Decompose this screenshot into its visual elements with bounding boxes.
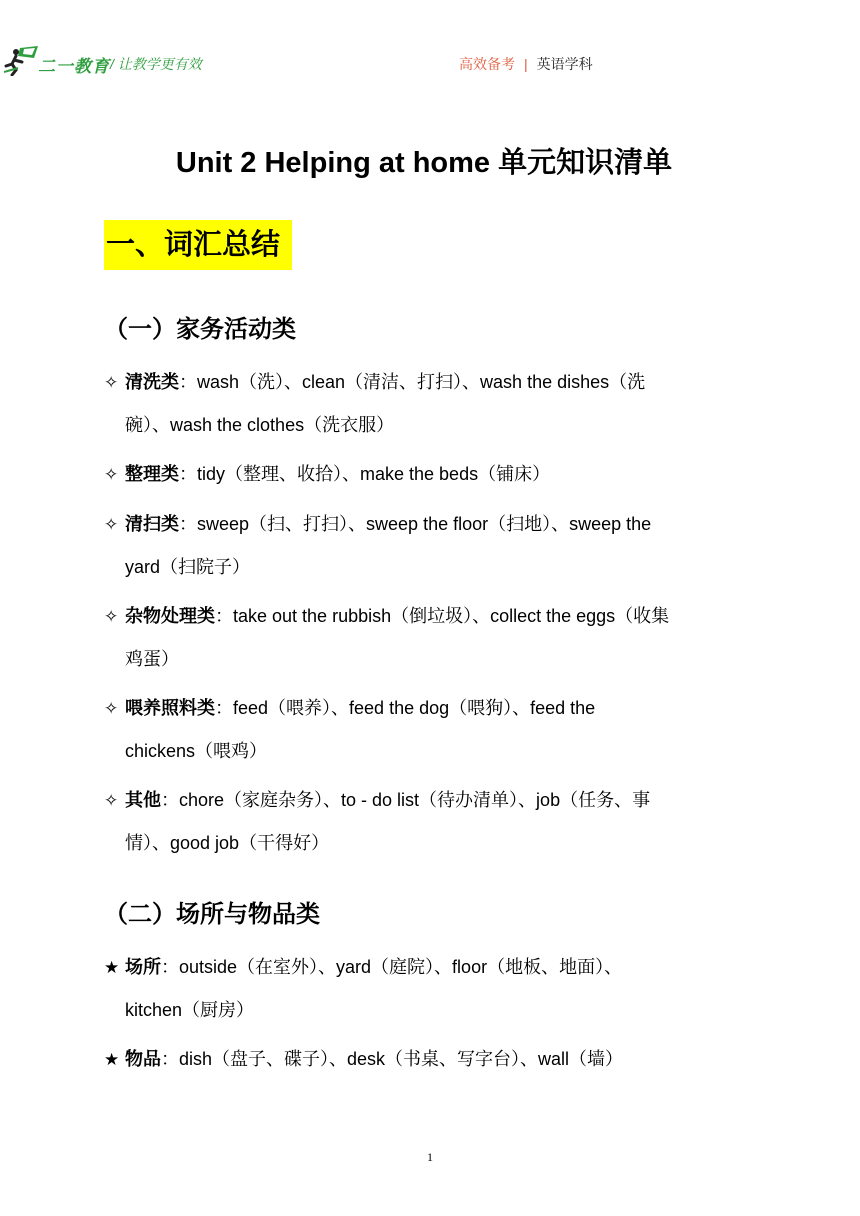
item-label: 场所 [125, 957, 161, 977]
header-divider: | [524, 56, 528, 72]
item-text-continued: chickens（喂鸡） [125, 741, 268, 761]
diamond-star-icon: ✧ [104, 373, 119, 392]
diamond-star-icon: ✧ [104, 791, 119, 810]
page-header [0, 38, 860, 88]
running-man-logo-icon [4, 46, 40, 76]
list-item [104, 779, 764, 864]
star-icon: ★ [104, 1050, 120, 1069]
diamond-star-icon: ✧ [104, 465, 119, 484]
item-label: 杂物处理类 [125, 606, 215, 626]
item-text: ：chore（家庭杂务）、to - do list（待办清单）、job（任务、事 [161, 790, 651, 810]
page-title: Unit 2 Helping at home 单元知识清单 [175, 147, 673, 179]
item-text-continued: 情）、good job（干得好） [125, 833, 330, 853]
brand-name: 二一教育 [38, 57, 110, 76]
item-label: 清扫类 [125, 514, 179, 534]
list-item [104, 687, 764, 772]
item-text-continued: 鸡蛋） [125, 649, 179, 669]
brand-slogan: / 让教学更有效 [110, 56, 202, 72]
list-item [104, 1038, 764, 1081]
item-text-continued: yard（扫院子） [125, 557, 251, 577]
item-line [104, 1038, 764, 1081]
list-item [104, 946, 764, 1031]
item-label: 清洗类 [125, 372, 179, 392]
item-line [104, 453, 764, 496]
item-text-continued: kitchen（厨房） [125, 1000, 255, 1020]
item-text: ：outside（在室外）、yard（庭院）、floor（地板、地面）、 [161, 957, 623, 977]
subheading-places-items: （二）场所与物品类 [104, 901, 320, 928]
item-line [104, 361, 764, 404]
item-text: ：dish（盘子、碟子）、desk（书桌、写字台）、wall（墙） [161, 1049, 624, 1069]
item-label: 喂养照料类 [125, 698, 215, 718]
item-text: ：tidy（整理、收拾）、make the beds（铺床） [179, 464, 551, 484]
item-label: 物品 [125, 1049, 161, 1069]
item-line [104, 595, 764, 638]
star-icon: ★ [104, 958, 120, 977]
list-item [104, 503, 764, 588]
item-label: 整理类 [125, 464, 179, 484]
item-label: 其他 [125, 790, 161, 810]
exam-tag: 高效备考 [459, 56, 515, 72]
item-line [104, 779, 764, 822]
diamond-star-icon: ✧ [104, 699, 119, 718]
item-text-continued: 碗）、wash the clothes（洗衣服） [125, 415, 395, 435]
item-line [104, 946, 764, 989]
item-text: ：feed（喂养）、feed the dog（喂狗）、feed the [215, 698, 596, 718]
subject-tag: 英语学科 [536, 56, 593, 72]
list-item [104, 595, 764, 680]
list-item [104, 453, 764, 496]
item-text: ：sweep（扫、打扫）、sweep the floor（扫地）、sweep the [179, 514, 652, 534]
diamond-star-icon: ✧ [104, 607, 119, 626]
item-line [104, 503, 764, 546]
diamond-star-icon: ✧ [104, 515, 119, 534]
item-text: ：wash（洗）、clean（清洁、打扫）、wash the dishes（洗 [179, 372, 646, 392]
item-line [104, 687, 764, 730]
section-title: 一、词汇总结 [104, 220, 292, 270]
header-tags [459, 54, 593, 74]
list-item [104, 361, 764, 446]
subheading-housework: （一）家务活动类 [104, 316, 296, 343]
page-number: 1 [427, 1150, 433, 1164]
item-text: ：take out the rubbish（倒垃圾）、collect the eggs（收集 [215, 606, 670, 626]
